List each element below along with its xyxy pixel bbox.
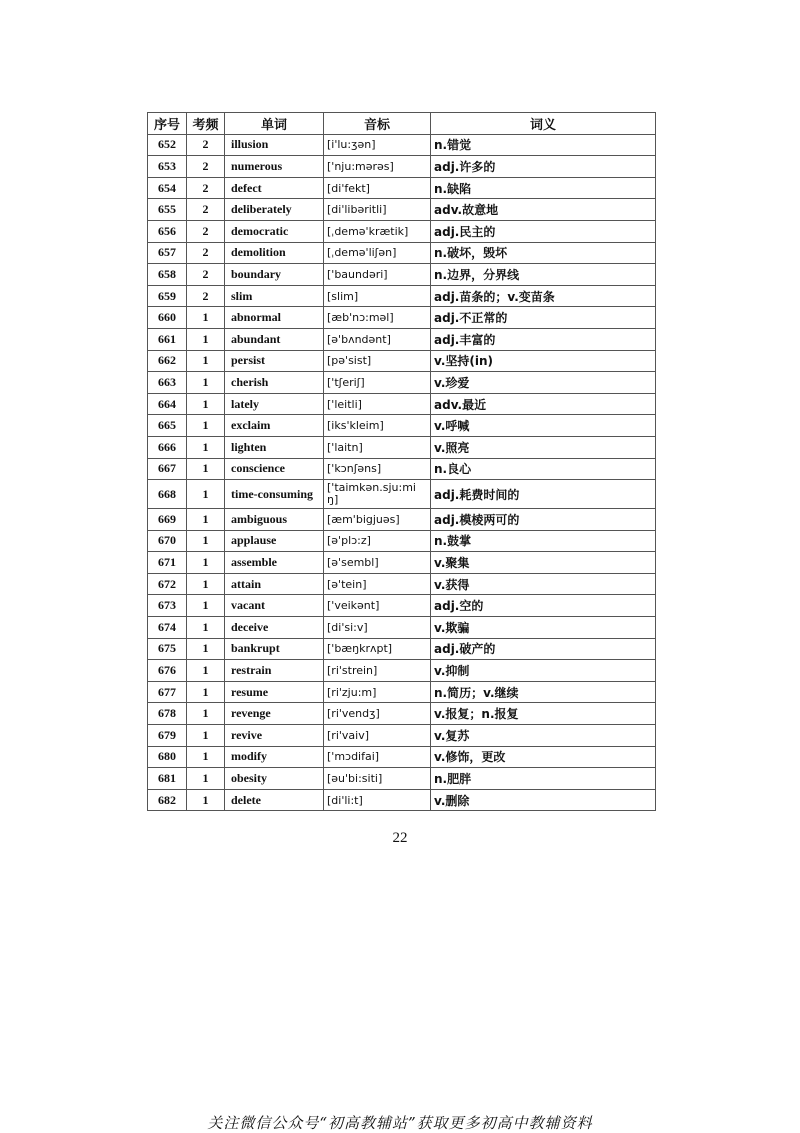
- row-phonetic: [ˌdemə'liʃən]: [324, 242, 431, 264]
- row-phonetic: [æm'bigjuəs]: [324, 509, 431, 531]
- row-number: 672: [148, 573, 187, 595]
- table-body: [148, 134, 656, 811]
- table-row: [148, 177, 656, 199]
- row-number: 676: [148, 660, 187, 682]
- table-row: [148, 220, 656, 242]
- page-number: 22: [392, 830, 408, 846]
- row-word: numerous: [225, 156, 324, 178]
- row-word: assemble: [225, 552, 324, 574]
- row-frequency: 1: [187, 415, 225, 437]
- row-phonetic: ['bæŋkrʌpt]: [324, 638, 431, 660]
- row-number: 668: [148, 480, 187, 509]
- row-word: defect: [225, 177, 324, 199]
- row-word: persist: [225, 350, 324, 372]
- row-phonetic: [di'libəritli]: [324, 199, 431, 221]
- row-meaning: adj.模棱两可的: [431, 509, 656, 531]
- row-frequency: 1: [187, 372, 225, 394]
- row-phonetic: [əu'bi:siti]: [324, 768, 431, 790]
- row-number: 678: [148, 703, 187, 725]
- row-word: revive: [225, 725, 324, 747]
- row-number: 665: [148, 415, 187, 437]
- row-meaning: n.缺陷: [431, 177, 656, 199]
- row-phonetic: [æb'nɔ:məl]: [324, 307, 431, 329]
- row-meaning: adj.不正常的: [431, 307, 656, 329]
- table-header-row: [148, 113, 656, 135]
- row-frequency: 1: [187, 725, 225, 747]
- table-row: [148, 328, 656, 350]
- row-meaning: v.珍爱: [431, 372, 656, 394]
- row-frequency: 1: [187, 638, 225, 660]
- row-word: ambiguous: [225, 509, 324, 531]
- row-phonetic: [ri'strein]: [324, 660, 431, 682]
- footer-note: 关注微信公众号“初高教辅站”获取更多初高中教辅资料: [207, 1114, 593, 1132]
- header-meaning: 词义: [431, 113, 656, 135]
- row-phonetic: ['nju:mərəs]: [324, 156, 431, 178]
- row-word: conscience: [225, 458, 324, 480]
- row-frequency: 1: [187, 328, 225, 350]
- row-frequency: 1: [187, 350, 225, 372]
- row-number: 680: [148, 746, 187, 768]
- row-frequency: 1: [187, 573, 225, 595]
- row-meaning: v.照亮: [431, 436, 656, 458]
- row-phonetic: ['taimkən.sju:miŋ]: [324, 480, 431, 509]
- row-word: abnormal: [225, 307, 324, 329]
- row-phonetic: [ri'vendʒ]: [324, 703, 431, 725]
- row-number: 664: [148, 393, 187, 415]
- row-number: 656: [148, 220, 187, 242]
- row-meaning: adv.故意地: [431, 199, 656, 221]
- row-word: delete: [225, 789, 324, 811]
- table-row: [148, 681, 656, 703]
- row-frequency: 1: [187, 509, 225, 531]
- row-word: restrain: [225, 660, 324, 682]
- row-frequency: 2: [187, 285, 225, 307]
- table-row: [148, 509, 656, 531]
- row-phonetic: [pə'sist]: [324, 350, 431, 372]
- row-number: 666: [148, 436, 187, 458]
- header-number: 序号: [148, 113, 187, 135]
- row-meaning: adj.苗条的；v.变苗条: [431, 285, 656, 307]
- header-phonetic: 音标: [324, 113, 431, 135]
- table-row: [148, 660, 656, 682]
- row-word: time-consuming: [225, 480, 324, 509]
- row-number: 681: [148, 768, 187, 790]
- row-frequency: 1: [187, 393, 225, 415]
- row-meaning: n.边界，分界线: [431, 264, 656, 286]
- row-meaning: v.抑制: [431, 660, 656, 682]
- row-meaning: adj.许多的: [431, 156, 656, 178]
- row-word: deliberately: [225, 199, 324, 221]
- row-phonetic: [i'lu:ʒən]: [324, 134, 431, 156]
- row-phonetic: [di'li:t]: [324, 789, 431, 811]
- row-word: applause: [225, 530, 324, 552]
- table-row: [148, 768, 656, 790]
- table-row: [148, 617, 656, 639]
- row-meaning: adj.空的: [431, 595, 656, 617]
- row-meaning: n.简历；v.继续: [431, 681, 656, 703]
- table-row: [148, 350, 656, 372]
- row-frequency: 2: [187, 156, 225, 178]
- row-number: 660: [148, 307, 187, 329]
- table-row: [148, 530, 656, 552]
- row-meaning: v.欺骗: [431, 617, 656, 639]
- row-word: modify: [225, 746, 324, 768]
- table-row: [148, 264, 656, 286]
- row-phonetic: [di'si:v]: [324, 617, 431, 639]
- table-row: [148, 156, 656, 178]
- table-row: [148, 703, 656, 725]
- row-meaning: v.修饰，更改: [431, 746, 656, 768]
- table-row: [148, 415, 656, 437]
- row-number: 674: [148, 617, 187, 639]
- row-phonetic: ['leitli]: [324, 393, 431, 415]
- row-word: exclaim: [225, 415, 324, 437]
- row-word: slim: [225, 285, 324, 307]
- row-phonetic: ['baundəri]: [324, 264, 431, 286]
- table-row: [148, 458, 656, 480]
- row-frequency: 2: [187, 177, 225, 199]
- row-phonetic: [ə'bʌndənt]: [324, 328, 431, 350]
- row-word: boundary: [225, 264, 324, 286]
- row-number: 658: [148, 264, 187, 286]
- row-frequency: 1: [187, 703, 225, 725]
- table-row: [148, 789, 656, 811]
- row-frequency: 1: [187, 595, 225, 617]
- row-frequency: 1: [187, 552, 225, 574]
- row-number: 667: [148, 458, 187, 480]
- row-word: resume: [225, 681, 324, 703]
- table-row: [148, 134, 656, 156]
- table-row: [148, 199, 656, 221]
- row-phonetic: [ə'sembl]: [324, 552, 431, 574]
- row-frequency: 1: [187, 660, 225, 682]
- table-row: [148, 285, 656, 307]
- row-number: 661: [148, 328, 187, 350]
- row-meaning: v.删除: [431, 789, 656, 811]
- row-word: democratic: [225, 220, 324, 242]
- row-meaning: n.良心: [431, 458, 656, 480]
- row-number: 659: [148, 285, 187, 307]
- table-row: [148, 393, 656, 415]
- row-number: 671: [148, 552, 187, 574]
- row-phonetic: ['veikənt]: [324, 595, 431, 617]
- row-number: 670: [148, 530, 187, 552]
- row-phonetic: ['mɔdifai]: [324, 746, 431, 768]
- row-word: lately: [225, 393, 324, 415]
- table-row: [148, 552, 656, 574]
- table-row: [148, 725, 656, 747]
- row-meaning: n.错觉: [431, 134, 656, 156]
- row-word: revenge: [225, 703, 324, 725]
- row-word: vacant: [225, 595, 324, 617]
- row-number: 675: [148, 638, 187, 660]
- row-number: 653: [148, 156, 187, 178]
- row-number: 677: [148, 681, 187, 703]
- row-phonetic: [slim]: [324, 285, 431, 307]
- row-phonetic: ['tʃeriʃ]: [324, 372, 431, 394]
- row-frequency: 2: [187, 199, 225, 221]
- row-meaning: v.呼喊: [431, 415, 656, 437]
- row-meaning: adj.民主的: [431, 220, 656, 242]
- row-frequency: 1: [187, 768, 225, 790]
- row-word: demolition: [225, 242, 324, 264]
- row-word: deceive: [225, 617, 324, 639]
- row-frequency: 1: [187, 480, 225, 509]
- table-row: [148, 242, 656, 264]
- row-word: attain: [225, 573, 324, 595]
- row-meaning: adv.最近: [431, 393, 656, 415]
- row-frequency: 2: [187, 264, 225, 286]
- row-frequency: 1: [187, 681, 225, 703]
- row-phonetic: [iks'kleim]: [324, 415, 431, 437]
- row-phonetic: ['kɔnʃəns]: [324, 458, 431, 480]
- row-number: 662: [148, 350, 187, 372]
- row-word: abundant: [225, 328, 324, 350]
- table-row: [148, 573, 656, 595]
- row-phonetic: [ə'plɔ:z]: [324, 530, 431, 552]
- row-frequency: 1: [187, 307, 225, 329]
- table-row: [148, 480, 656, 509]
- row-word: bankrupt: [225, 638, 324, 660]
- row-frequency: 1: [187, 530, 225, 552]
- row-meaning: adj.破产的: [431, 638, 656, 660]
- table-row: [148, 436, 656, 458]
- row-phonetic: [ri'zju:m]: [324, 681, 431, 703]
- row-phonetic: [ˌdemə'krætik]: [324, 220, 431, 242]
- row-meaning: v.获得: [431, 573, 656, 595]
- row-number: 669: [148, 509, 187, 531]
- row-meaning: adj.耗费时间的: [431, 480, 656, 509]
- table-row: [148, 372, 656, 394]
- row-word: lighten: [225, 436, 324, 458]
- row-number: 673: [148, 595, 187, 617]
- row-number: 679: [148, 725, 187, 747]
- row-frequency: 1: [187, 746, 225, 768]
- row-number: 682: [148, 789, 187, 811]
- table-row: [148, 638, 656, 660]
- row-word: cherish: [225, 372, 324, 394]
- row-number: 655: [148, 199, 187, 221]
- row-frequency: 2: [187, 242, 225, 264]
- row-frequency: 2: [187, 220, 225, 242]
- row-phonetic: [ə'tein]: [324, 573, 431, 595]
- row-meaning: v.报复；n.报复: [431, 703, 656, 725]
- row-word: illusion: [225, 134, 324, 156]
- row-phonetic: [di'fekt]: [324, 177, 431, 199]
- row-frequency: 1: [187, 436, 225, 458]
- vocabulary-table: [147, 112, 656, 811]
- row-number: 652: [148, 134, 187, 156]
- row-number: 654: [148, 177, 187, 199]
- row-frequency: 1: [187, 617, 225, 639]
- row-number: 663: [148, 372, 187, 394]
- row-number: 657: [148, 242, 187, 264]
- row-frequency: 1: [187, 458, 225, 480]
- header-word: 单词: [225, 113, 324, 135]
- row-phonetic: [ri'vaiv]: [324, 725, 431, 747]
- row-meaning: v.坚持(in): [431, 350, 656, 372]
- table-row: [148, 746, 656, 768]
- row-meaning: n.鼓掌: [431, 530, 656, 552]
- row-meaning: n.破坏，毁坏: [431, 242, 656, 264]
- row-phonetic: ['laitn]: [324, 436, 431, 458]
- row-frequency: 2: [187, 134, 225, 156]
- header-frequency: 考频: [187, 113, 225, 135]
- row-meaning: v.聚集: [431, 552, 656, 574]
- row-meaning: v.复苏: [431, 725, 656, 747]
- table-row: [148, 595, 656, 617]
- row-frequency: 1: [187, 789, 225, 811]
- row-word: obesity: [225, 768, 324, 790]
- row-meaning: n.肥胖: [431, 768, 656, 790]
- table-row: [148, 307, 656, 329]
- row-meaning: adj.丰富的: [431, 328, 656, 350]
